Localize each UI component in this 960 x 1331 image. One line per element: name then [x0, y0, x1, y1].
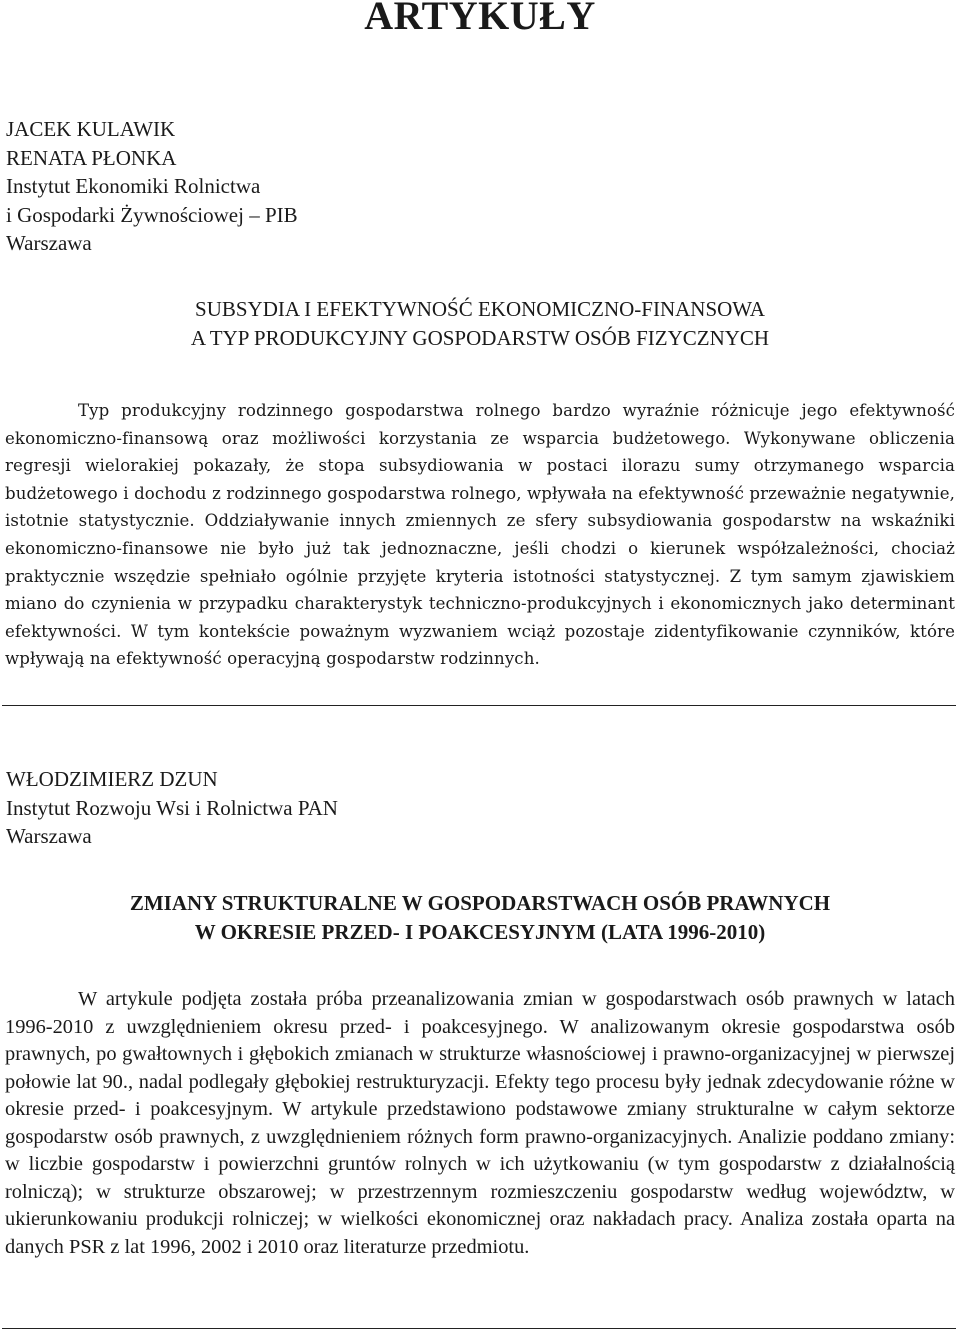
affiliation-line: Instytut Rozwoju Wsi i Rolnictwa PAN [6, 795, 338, 820]
article-2-abstract: W artykule podjęta została próba przeanalizowania zmian w gospodarstwach osób prawnych w latach 1996-2010 z uwzględnieniem okresu przed- i poakcesyjnego. W analizowanym okresie gospodarstwa osób prawnych, po gwałtownych i głębokich zmianach w strukturze własnościowej i prawno-organizacyjnej w pierwszej połowie lat 90., nadal podlegały głębokiej restrukturyzacji. Efekty tego procesu były jednak zdecydowanie różne w okresie przed- i poakcesyjnym. W artykule przedstawiono podstawowe zmiany strukturalne w całym sektorze gospodarstw osób prawnych, z uwzględnieniem różnych form prawno-organizacyjnych. Analizie poddano zmiany: w liczbie gospodarstw i powierzchni gruntów rolnych w ich użytkowaniu (w tym gospodarstw z działalnością rolniczą); w strukturze obszarowej; w przestrzennym rozmieszczeniu gospodarstw według województw, w ukierunkowaniu produkcji rolniczej; w wielkości ekonomicznej oraz nakładach pracy. Analiza została oparta na danych PSR z lat 1996, 2002 i 2010 oraz literaturze przedmiotu. [5, 988, 955, 1258]
article-2-title [0, 889, 960, 947]
article-1-author-block [6, 115, 298, 258]
affiliation-line: Instytut Ekonomiki Rolnictwa [6, 174, 261, 198]
title-line: SUBSYDIA I EFEKTYWNOŚĆ EKONOMICZNO-FINANSOWA [195, 297, 765, 321]
affiliation-city: Warszawa [6, 231, 92, 255]
section-divider [2, 1328, 956, 1329]
title-line: ZMIANY STRUKTURALNE W GOSPODARSTWACH OSÓB PRAWNYCH [129, 891, 831, 915]
author-name: RENATA PŁONKA [6, 145, 177, 170]
title-line: A TYP PRODUKCYJNY GOSPODARSTW OSÓB FIZYCZNYCH [190, 326, 770, 350]
affiliation-line: i Gospodarki Żywnościowej – PIB [6, 202, 298, 227]
article-1-abstract: Typ produkcyjny rodzinnego gospodarstwa rolnego bardzo wyraźnie różnicuje jego efektywność ekonomiczno-finansową oraz możliwości korzystania ze wsparcia budżetowego. Wykonywane obliczenia regresji wielorakiej pokazały, że stopa subsydiowania w postaci ilorazu sumy otrzymanego wsparcia budżetowego i dochodu z rodzinnego gospodarstwa rolnego, wpływała na efektywność przeważnie negatywnie, istotnie statystycznie. Oddziaływanie innych zmiennych ze sfery subsydiowania gospodarstw na wskaźniki ekonomiczno-finansowe nie było już tak jednoznaczne, jeśli chodzi o kierunek współzależności, chociaż praktycznie wszędzie spełniało ogólnie przyjęte kryteria istotności statystycznej. Z tym samym zjawiskiem miano do czynienia w przypadku charakterystyk techniczno-produkcyjnych i ekonomicznych jako determinant efektywności. W tym kontekście poważnym wyzwaniem wciąż pozostaje zidentyfikowanie czynników, które wpływają na efektywność operacyjną gospodarstw rodzinnych. [5, 401, 955, 669]
author-name: WŁODZIMIERZ DZUN [6, 767, 218, 791]
title-line: W OKRESIE PRZED- I POAKCESYJNYM (LATA 1996-2010) [194, 920, 766, 944]
section-heading: ARTYKUŁY [364, 0, 596, 38]
author-name: JACEK KULAWIK [6, 117, 176, 141]
section-divider [2, 705, 956, 706]
affiliation-city: Warszawa [6, 824, 92, 848]
article-1-title [0, 295, 960, 353]
article-2-author-block [6, 765, 338, 851]
